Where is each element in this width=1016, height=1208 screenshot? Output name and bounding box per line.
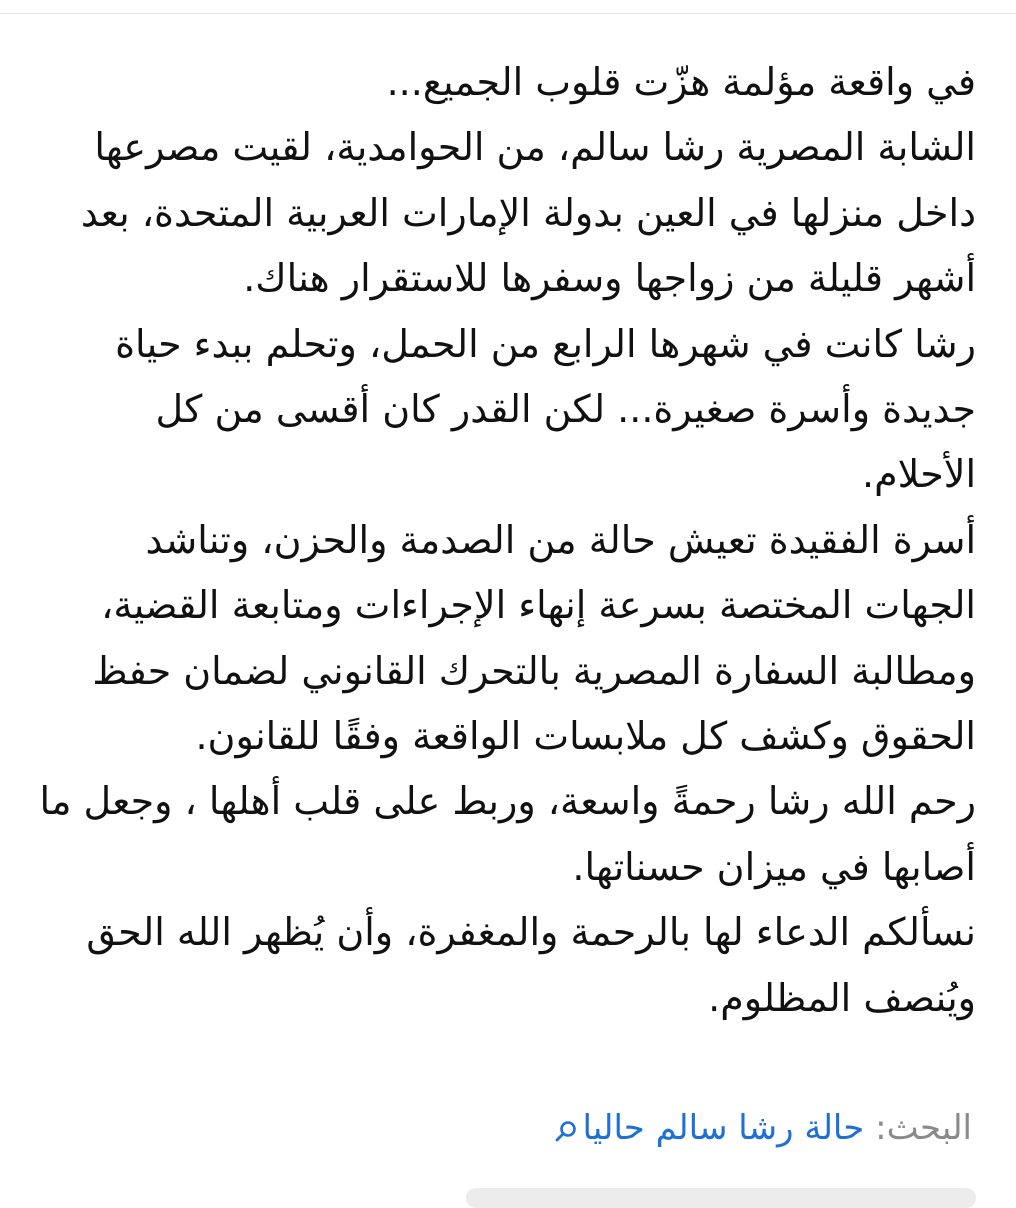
search-query-text: حالة رشا سالم حاليا bbox=[582, 1108, 865, 1148]
post-paragraph-intro: في واقعة مؤلمة هزّت قلوب الجميع... bbox=[386, 60, 976, 104]
search-suggestion bbox=[32, 1098, 972, 1158]
bottom-input-bar[interactable] bbox=[466, 1188, 976, 1208]
post-paragraph-prayer: رحم الله رشا رحمةً واسعة، وربط على قلب أهلها ، وجعل ما أصابها في ميزان حسناتها. bbox=[39, 779, 976, 889]
post-paragraph-family-appeal: أسرة الفقيدة تعيش حالة من الصدمة والحزن، وتناشد الجهات المختصة بسرعة إنهاء الإجراءات ومتابعة القضية، ومطالبة السفارة المصرية بالتحرك القانوني لضمان حفظ الحقوق وكشف كل ملابسات الواقعة وفقًا للقانون. bbox=[92, 517, 976, 759]
top-divider bbox=[0, 13, 1016, 14]
post-paragraph-incident: الشابة المصرية رشا سالم، من الحوامدية، لقيت مصرعها داخل منزلها في العين بدولة الإمارات العربية المتحدة، بعد أشهر قليلة من زواجها وسفرها للاستقرار هناك. bbox=[80, 125, 976, 301]
search-query-link[interactable] bbox=[550, 1108, 864, 1148]
search-icon bbox=[550, 1104, 580, 1130]
search-label: البحث: bbox=[875, 1108, 972, 1148]
post-body bbox=[36, 50, 976, 1031]
post-paragraph-pregnancy: رشا كانت في شهرها الرابع من الحمل، وتحلم ببدء حياة جديدة وأسرة صغيرة... لكن القدر كان أقسى من كل الأحلام. bbox=[115, 321, 976, 497]
post-paragraph-request: نسألكم الدعاء لها بالرحمة والمغفرة، وأن يُظهر الله الحق ويُنصف المظلوم. bbox=[86, 910, 976, 1020]
